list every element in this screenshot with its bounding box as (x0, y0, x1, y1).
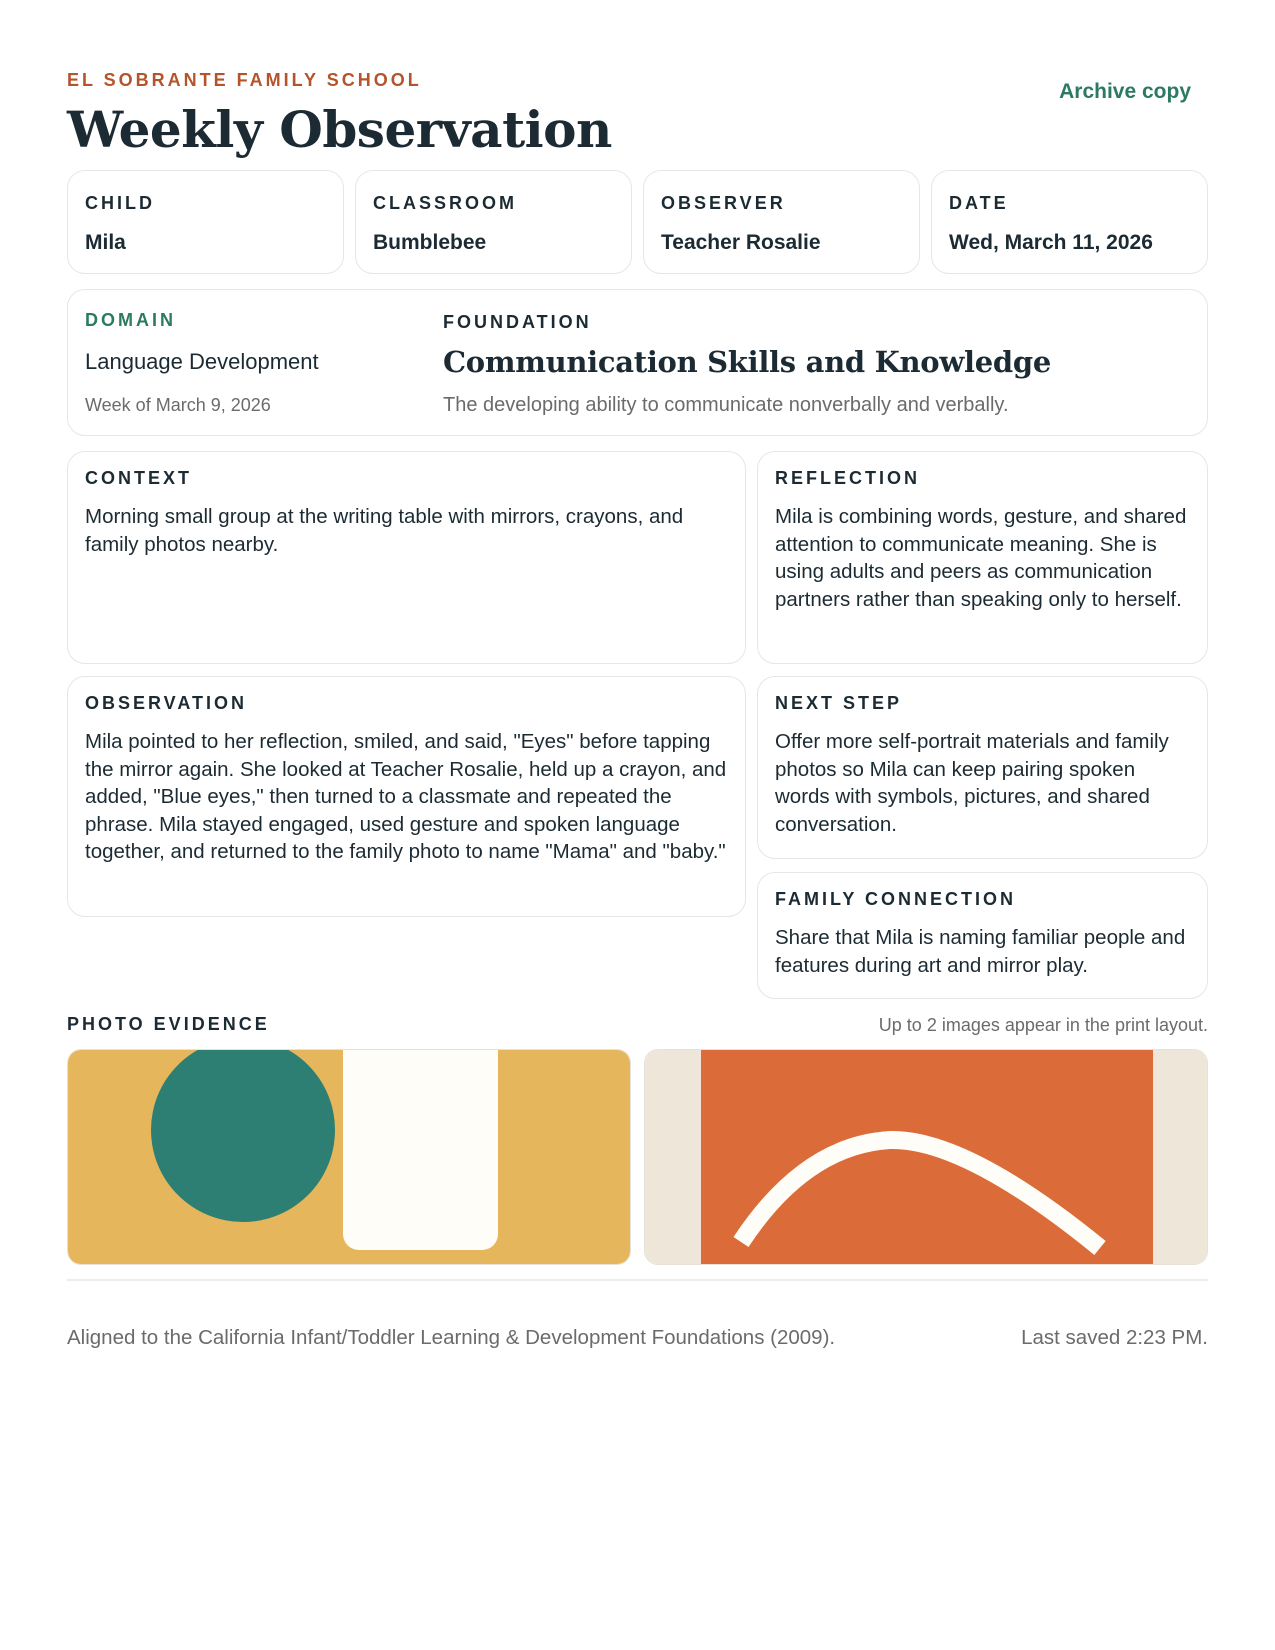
observation-card (67, 676, 746, 917)
page-title: Weekly Observation (67, 100, 612, 159)
next-step-text: Offer more self-portrait materials and family photos so Mila can keep pairing spoken words with symbols, pictures, and shared conversation. (775, 730, 1169, 836)
date-value: Wed, March 11, 2026 (949, 231, 1153, 254)
family-connection-card (757, 872, 1208, 999)
photo-2-illustration (645, 1050, 1208, 1265)
domain-value: Language Development (85, 349, 319, 374)
child-value: Mila (85, 231, 126, 254)
date-card (931, 170, 1208, 274)
foundation-title: Communication Skills and Knowledge (443, 345, 1051, 379)
school-name: EL SOBRANTE FAMILY SCHOOL (67, 70, 422, 90)
photo-1-card-shape (343, 1050, 498, 1250)
week-label: Week of March 9, 2026 (85, 395, 271, 415)
foundation-card (67, 289, 1208, 436)
classroom-value: Bumblebee (373, 231, 487, 254)
observation-text: Mila pointed to her reflection, smiled, and said, "Eyes" before tapping the mirror again. She looked at Teacher Rosalie, held up a crayon, and added, "Blue eyes," then turned to a classmate and repeated the phrase. Mila stayed engaged, used gesture and spoken language together, and returned to the family photo to name "Mama" and "baby." (85, 730, 727, 863)
context-card (67, 451, 746, 664)
archive-copy-label: Archive copy (1059, 80, 1191, 103)
classroom-label: CLASSROOM (373, 193, 517, 213)
domain-block (85, 310, 319, 416)
next-step-label: NEXT STEP (775, 693, 903, 713)
foundations-alignment-note: Aligned to the California Infant/Toddler Learning & Development Foundations (2009). (67, 1326, 836, 1349)
child-label: CHILD (85, 193, 155, 213)
context-label: CONTEXT (85, 468, 193, 488)
photo-evidence-label: PHOTO EVIDENCE (67, 1014, 270, 1034)
reflection-card (757, 451, 1208, 664)
reflection-label: REFLECTION (775, 468, 920, 488)
context-text: Morning small group at the writing table with mirrors, crayons, and family photos nearby. (85, 505, 684, 556)
observer-label: OBSERVER (661, 193, 786, 213)
date-label: DATE (949, 193, 1009, 213)
child-card (67, 170, 344, 274)
foundation-description: The developing ability to communicate nonverbally and verbally. (443, 394, 1009, 416)
last-saved-status: Last saved 2:23 PM. (1021, 1326, 1208, 1349)
classroom-card (355, 170, 632, 274)
footer-divider (67, 1279, 1208, 1281)
domain-label: DOMAIN (85, 310, 176, 330)
photo-1-illustration (68, 1050, 631, 1265)
photo-evidence-note: Up to 2 images appear in the print layout. (878, 1015, 1208, 1035)
observer-value: Teacher Rosalie (661, 231, 821, 254)
photo-2[interactable] (644, 1049, 1208, 1265)
observation-label: OBSERVATION (85, 693, 248, 713)
next-step-card (757, 676, 1208, 859)
photo-1[interactable] (67, 1049, 631, 1265)
reflection-text: Mila is combining words, gesture, and shared attention to communicate meaning. She is using adults and peers as communication partners rather than speaking only to herself. (775, 505, 1187, 611)
observer-card (643, 170, 920, 274)
foundation-label: FOUNDATION (443, 312, 592, 332)
family-connection-text: Share that Mila is naming familiar people and features during art and mirror play. (775, 926, 1186, 977)
family-connection-label: FAMILY CONNECTION (775, 889, 1017, 909)
foundation-block (443, 312, 1051, 417)
observation-page (67, 0, 1208, 1650)
